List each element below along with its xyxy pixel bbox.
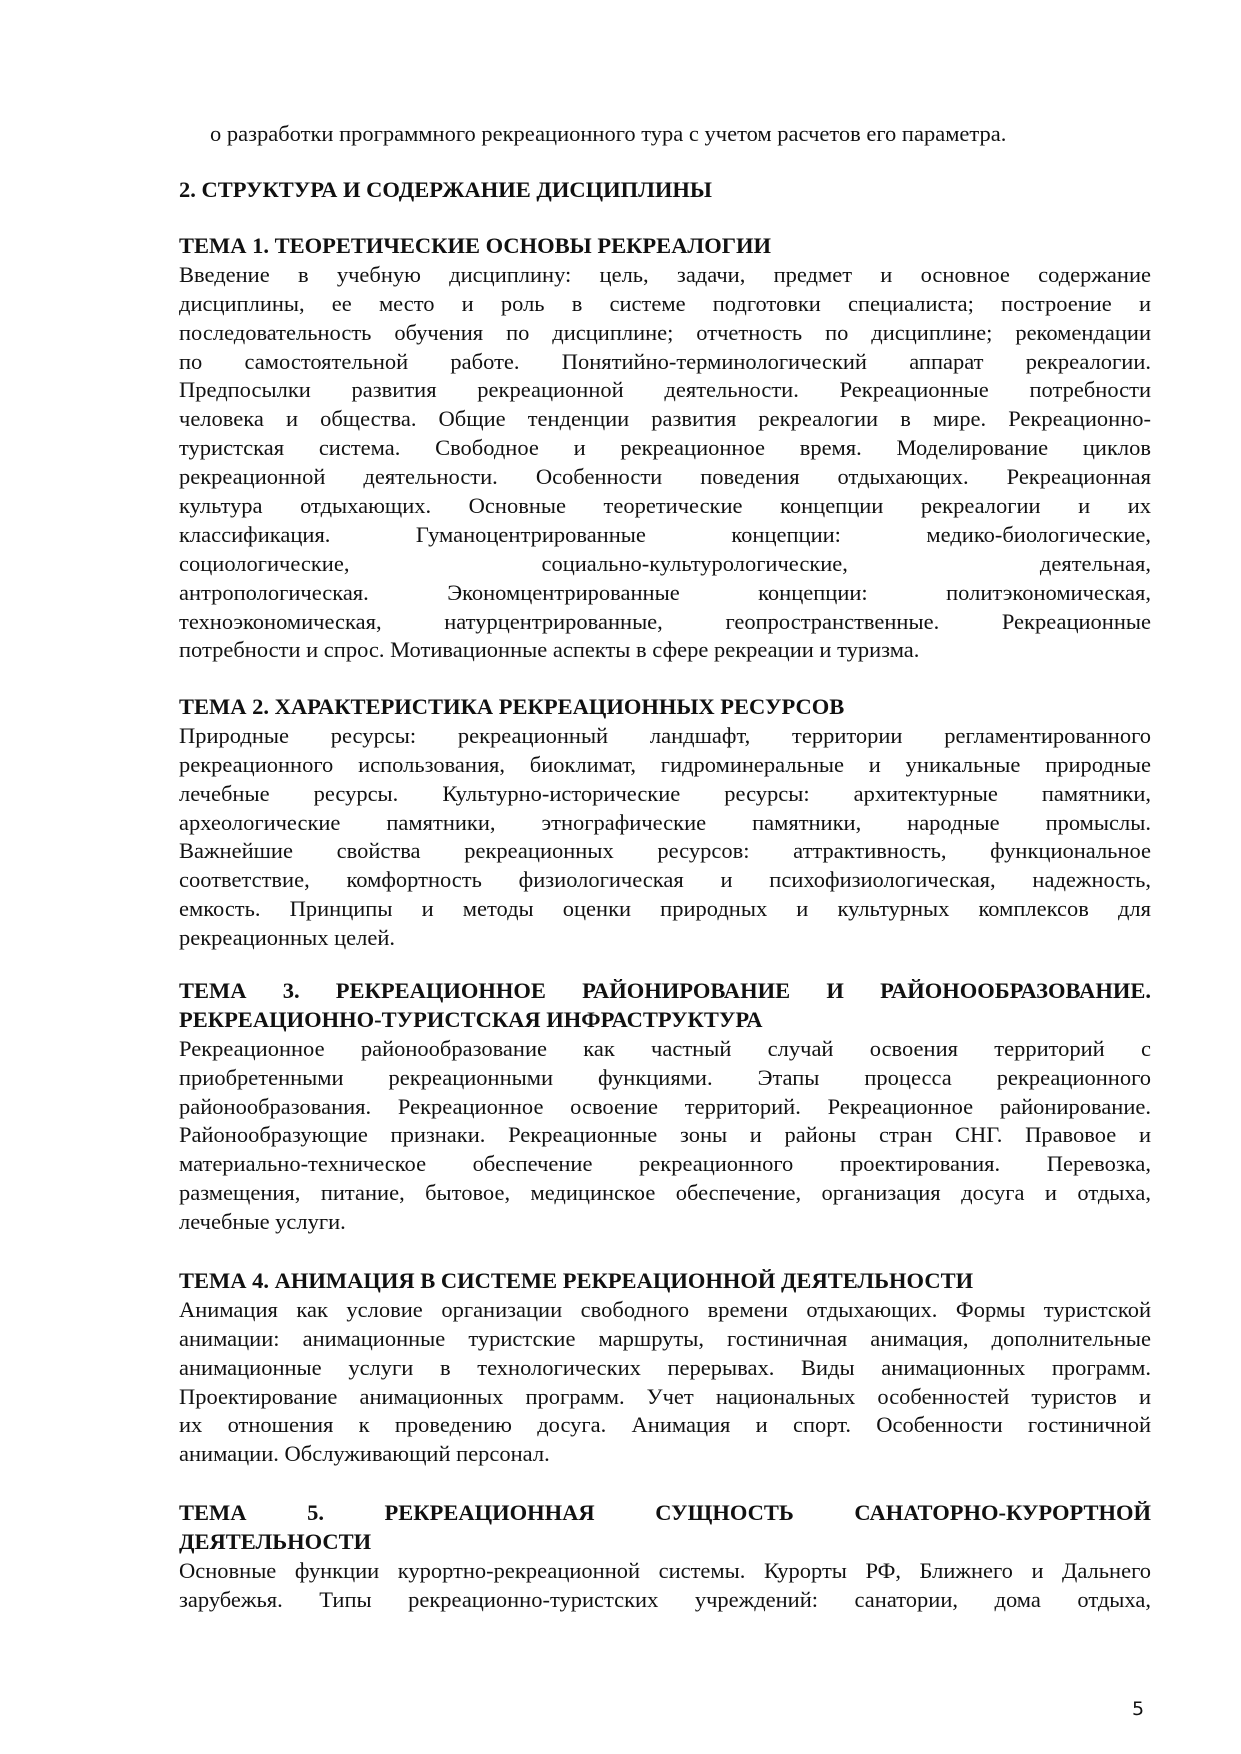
section-topic-5 — [179, 1499, 1151, 1615]
paragraph-line: зарубежья. Типы рекреационно-туристских учреждений: санатории, дома отдыха, — [179, 1586, 1151, 1612]
paragraph-line: Природные ресурсы: рекреационный ландшафт, территории регламентированного — [179, 722, 1151, 748]
section-topic-4 — [179, 1267, 1151, 1469]
paragraph-line: их отношения к проведению досуга. Анимация и спорт. Особенности гостиничной — [179, 1412, 1151, 1438]
paragraph-line: Введение в учебную дисциплину: цель, задачи, предмет и основное содержание — [179, 261, 1151, 287]
paragraph-line: последовательность обучения по дисциплине; отчетность по дисциплине; рекомендации — [179, 319, 1151, 345]
paragraph-line: лечебные ресурсы. Культурно-исторические ресурсы: архитектурные памятники, — [179, 780, 1151, 806]
paragraph-line: потребности и спрос. Мотивационные аспекты в сфере рекреации и туризма. — [179, 637, 920, 663]
paragraph-line: размещения, питание, бытовое, медицинское обеспечение, организация досуга и отдыха, — [179, 1180, 1151, 1206]
paragraph-line: рекреационной деятельности. Особенности поведения отдыхающих. Рекреационная — [179, 464, 1151, 490]
paragraph-line: Районообразующие признаки. Рекреационные зоны и районы стран СНГ. Правовое и — [179, 1122, 1151, 1148]
topic-heading: РЕКРЕАЦИОННО-ТУРИСТСКАЯ ИНФРАСТРУКТУРА — [179, 1006, 763, 1032]
topic-heading: ТЕМА 2. ХАРАКТЕРИСТИКА РЕКРЕАЦИОННЫХ РЕСУРСОВ — [179, 694, 845, 719]
section-topic-2 — [179, 693, 1151, 953]
paragraph-line: человека и общества. Общие тенденции развития рекреалогии в мире. Рекреационно- — [179, 406, 1151, 432]
section-topic-1 — [179, 232, 1151, 665]
paragraph-line: емкость. Принципы и методы оценки природных и культурных комплексов для — [179, 896, 1151, 922]
paragraph-line: соответствие, комфортность физиологическая и психофизиологическая, надежность, — [179, 867, 1151, 893]
paragraph-line: Основные функции курортно-рекреационной системы. Курорты РФ, Ближнего и Дальнего — [179, 1557, 1151, 1583]
paragraph-line: социологические, социально-культурологические, деятельная, — [179, 550, 1151, 576]
paragraph-line: материально-техническое обеспечение рекреационного проектирования. Перевозка, — [179, 1151, 1151, 1177]
paragraph-line: анимации: анимационные туристские маршруты, гостиничная анимация, дополнительные — [179, 1325, 1151, 1351]
paragraph-line: районообразования. Рекреационное освоение территорий. Рекреационное районирование. — [179, 1093, 1151, 1119]
paragraph-line: дисциплины, ее место и роль в системе подготовки специалиста; построение и — [179, 290, 1151, 316]
paragraph-line: лечебные услуги. — [179, 1209, 346, 1235]
paragraph-line: классификация. Гуманоцентрированные концепции: медико-биологические, — [179, 521, 1151, 547]
paragraph-line: приобретенными рекреационными функциями. Этапы процесса рекреационного — [179, 1064, 1151, 1090]
paragraph-line: Проектирование анимационных программ. Учет национальных особенностей туристов и — [179, 1383, 1151, 1409]
paragraph-line: культура отдыхающих. Основные теоретические концепции рекреалогии и их — [179, 493, 1151, 519]
paragraph-line: рекреационных целей. — [179, 925, 395, 951]
paragraph-line: техноэкономическая, натурцентрированные, геопространственные. Рекреационные — [179, 608, 1151, 634]
section-topic-3 — [179, 977, 1151, 1237]
paragraph-line: Анимация как условие организации свободного времени отдыхающих. Формы туристской — [179, 1296, 1151, 1322]
intro-line: о разработки программного рекреационного тура с учетом расчетов его параметра. — [210, 121, 1007, 146]
topic-heading: ДЕЯТЕЛЬНОСТИ — [179, 1528, 372, 1554]
paragraph-line: туристская система. Свободное и рекреационное время. Моделирование циклов — [179, 435, 1151, 461]
topic-heading: ТЕМА 1. ТЕОРЕТИЧЕСКИЕ ОСНОВЫ РЕКРЕАЛОГИИ — [179, 233, 772, 258]
topic-heading: ТЕМА 3. РЕКРЕАЦИОННОЕ РАЙОНИРОВАНИЕ И РАЙОНООБРАЗОВАНИЕ. — [179, 978, 1151, 1003]
page-number: 5 — [1132, 1698, 1145, 1720]
paragraph-line: Предпосылки развития рекреационной деятельности. Рекреационные потребности — [179, 377, 1151, 403]
topic-heading: ТЕМА 5. РЕКРЕАЦИОННАЯ СУЩНОСТЬ САНАТОРНО-КУРОРТНОЙ — [179, 1500, 1151, 1525]
paragraph-line: Рекреационное районообразование как частный случай освоения территорий с — [179, 1035, 1151, 1061]
paragraph-line: по самостоятельной работе. Понятийно-терминологический аппарат рекреалогии. — [179, 348, 1151, 374]
paragraph-line: антропологическая. Экономцентрированные концепции: политэкономическая, — [179, 579, 1151, 605]
paragraph-line: анимационные услуги в технологических перерывах. Виды анимационных программ. — [179, 1354, 1151, 1380]
paragraph-line: Важнейшие свойства рекреационных ресурсов: аттрактивность, функциональное — [179, 838, 1151, 864]
paragraph-line: археологические памятники, этнографические памятники, народные промыслы. — [179, 809, 1151, 835]
paragraph-line: анимации. Обслуживающий персонал. — [179, 1441, 550, 1467]
paragraph-line: рекреационного использования, биоклимат, гидроминеральные и уникальные природные — [179, 751, 1151, 777]
chapter-heading: 2. СТРУКТУРА И СОДЕРЖАНИЕ ДИСЦИПЛИНЫ — [179, 177, 712, 202]
topic-heading: ТЕМА 4. АНИМАЦИЯ В СИСТЕМЕ РЕКРЕАЦИОННОЙ ДЕЯТЕЛЬНОСТИ — [179, 1268, 974, 1293]
